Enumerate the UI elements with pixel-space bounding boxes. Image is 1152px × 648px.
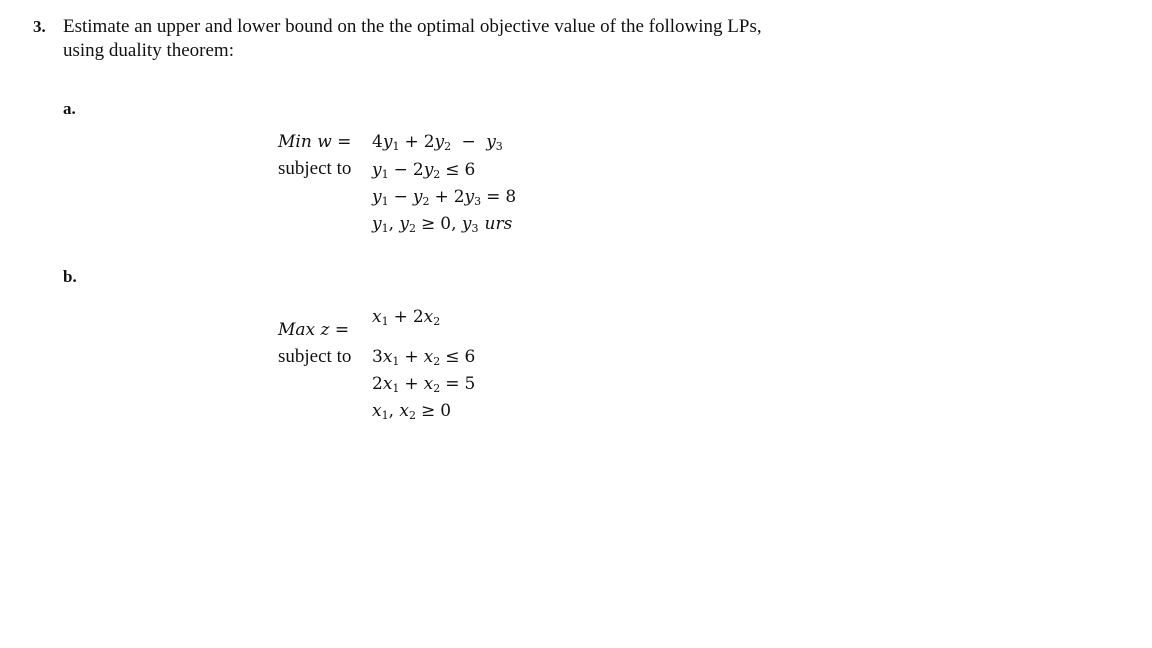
- question-text-line-2: using duality theorem:: [63, 40, 234, 61]
- part-b-label: b.: [63, 267, 77, 286]
- part-a-constraint-2: $y_1 - y_2 + 2y_3 = 8$: [372, 187, 517, 208]
- question-text-line-1: Estimate an upper and lower bound on the the optimal objective value of the following LPs,: [63, 16, 762, 37]
- part-a-sign-constraints: $y_1$, $y_2 \ge 0$, $y_3$ urs: [372, 214, 513, 235]
- part-a-objective-label: Min w =: [278, 132, 352, 152]
- part-b-constraint-2: $2x_1 + x_2 = 5$: [372, 374, 476, 395]
- part-b-objective-expression: $x_1 + 2x_2$: [372, 307, 441, 328]
- part-a-subject-to: subject to: [278, 158, 352, 179]
- question-number: 3.: [33, 17, 46, 36]
- part-b-sign-constraints: $x_1$, $x_2 \ge 0$: [372, 401, 452, 422]
- part-a-objective-expression: $4y_1 + 2y_2 - y_3$: [372, 132, 503, 153]
- part-a-constraint-1: $y_1 - 2y_2 \le 6$: [372, 160, 476, 181]
- part-b-objective-label: Max z =: [278, 320, 350, 340]
- part-b-subject-to: subject to: [278, 346, 352, 367]
- part-a-label: a.: [63, 99, 76, 118]
- part-b-constraint-1: $3x_1 + x_2 \le 6$: [372, 347, 476, 368]
